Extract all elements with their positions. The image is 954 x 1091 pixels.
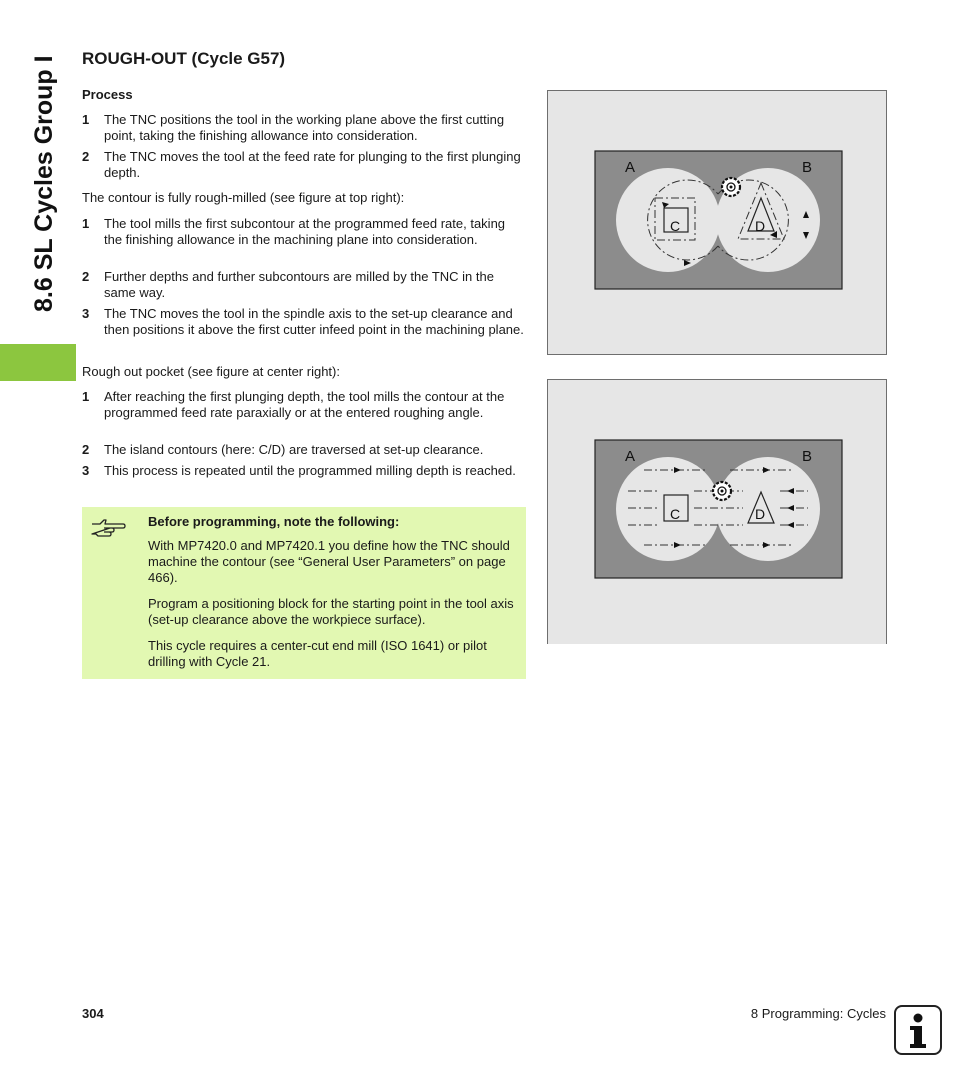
label-d: D bbox=[755, 218, 766, 234]
pocket-intro: Rough out pocket (see figure at center right): bbox=[82, 364, 340, 379]
list-item bbox=[82, 112, 524, 144]
page-title: ROUGH-OUT (Cycle G57) bbox=[82, 49, 286, 68]
milling-tool-icon bbox=[722, 178, 740, 196]
step-text: Further depths and further subcontours are milled by the TNC in the same way. bbox=[104, 269, 494, 301]
note-paragraph: Program a positioning block for the starting point in the tool axis (set-up clearance above the workpiece surface). bbox=[148, 596, 514, 628]
list-item bbox=[82, 389, 524, 421]
milling-tool-icon bbox=[713, 482, 731, 500]
list-item bbox=[82, 442, 524, 458]
step-text: After reaching the first plunging depth, the tool mills the contour at the programmed feed rate paraxially or at the entered roughing angle. bbox=[104, 389, 505, 421]
step-number: 3 bbox=[82, 463, 90, 478]
label-d: D bbox=[755, 506, 766, 522]
side-title-text: 8.6 SL Cycles Group I bbox=[30, 55, 58, 312]
info-icon bbox=[894, 1005, 942, 1055]
page-number: 304 bbox=[82, 1006, 104, 1021]
label-b: B bbox=[802, 159, 813, 176]
step-number: 2 bbox=[82, 442, 90, 457]
pointing-hand-icon bbox=[90, 515, 126, 544]
label-a: A bbox=[625, 448, 636, 465]
step-text: This process is repeated until the programmed milling depth is reached. bbox=[104, 463, 516, 478]
step-text: The TNC moves the tool at the feed rate for plunging to the first plunging depth. bbox=[104, 149, 521, 181]
label-b: B bbox=[802, 448, 813, 465]
label-a: A bbox=[625, 159, 636, 176]
process-subheading: Process bbox=[82, 87, 133, 102]
label-c: C bbox=[670, 506, 681, 522]
note-paragraph: This cycle requires a center-cut end mill (ISO 1641) or pilot drilling with Cycle 21. bbox=[148, 638, 487, 670]
step-number: 2 bbox=[82, 269, 90, 284]
note-paragraph: With MP7420.0 and MP7420.1 you define how the TNC should machine the contour (see “General User Parameters” on page 466). bbox=[148, 538, 510, 586]
step-text: The tool mills the first subcontour at the programmed feed rate, taking the finishing allowance in the machining plane into consideration. bbox=[104, 216, 506, 248]
list-item bbox=[82, 216, 524, 248]
section-tab-marker bbox=[0, 344, 76, 381]
figure-rough-out-pocket bbox=[547, 379, 887, 644]
step-text: The island contours (here: C/D) are traversed at set-up clearance. bbox=[104, 442, 484, 457]
step-number: 2 bbox=[82, 149, 90, 164]
label-c: C bbox=[670, 218, 681, 234]
chapter-label: 8 Programming: Cycles bbox=[750, 1006, 886, 1021]
step-text: The TNC moves the tool in the spindle axis to the set-up clearance and then positions it above the first cutter infeed point in the machining plane. bbox=[104, 306, 524, 338]
list-item bbox=[82, 306, 524, 338]
list-item bbox=[82, 463, 524, 479]
contour-intro: The contour is fully rough-milled (see figure at top right): bbox=[82, 190, 405, 205]
list-item bbox=[82, 269, 524, 301]
step-number: 1 bbox=[82, 216, 90, 231]
step-number: 3 bbox=[82, 306, 90, 321]
note-box bbox=[82, 507, 526, 679]
step-text: The TNC positions the tool in the working plane above the first cutting point, taking the finishing allowance into consideration. bbox=[104, 112, 505, 144]
list-item bbox=[82, 149, 524, 181]
note-title: Before programming, note the following: bbox=[148, 514, 400, 529]
step-number: 1 bbox=[82, 112, 90, 127]
side-section-title bbox=[30, 50, 58, 312]
figure-contour-rough-milling bbox=[547, 90, 887, 355]
step-number: 1 bbox=[82, 389, 90, 404]
